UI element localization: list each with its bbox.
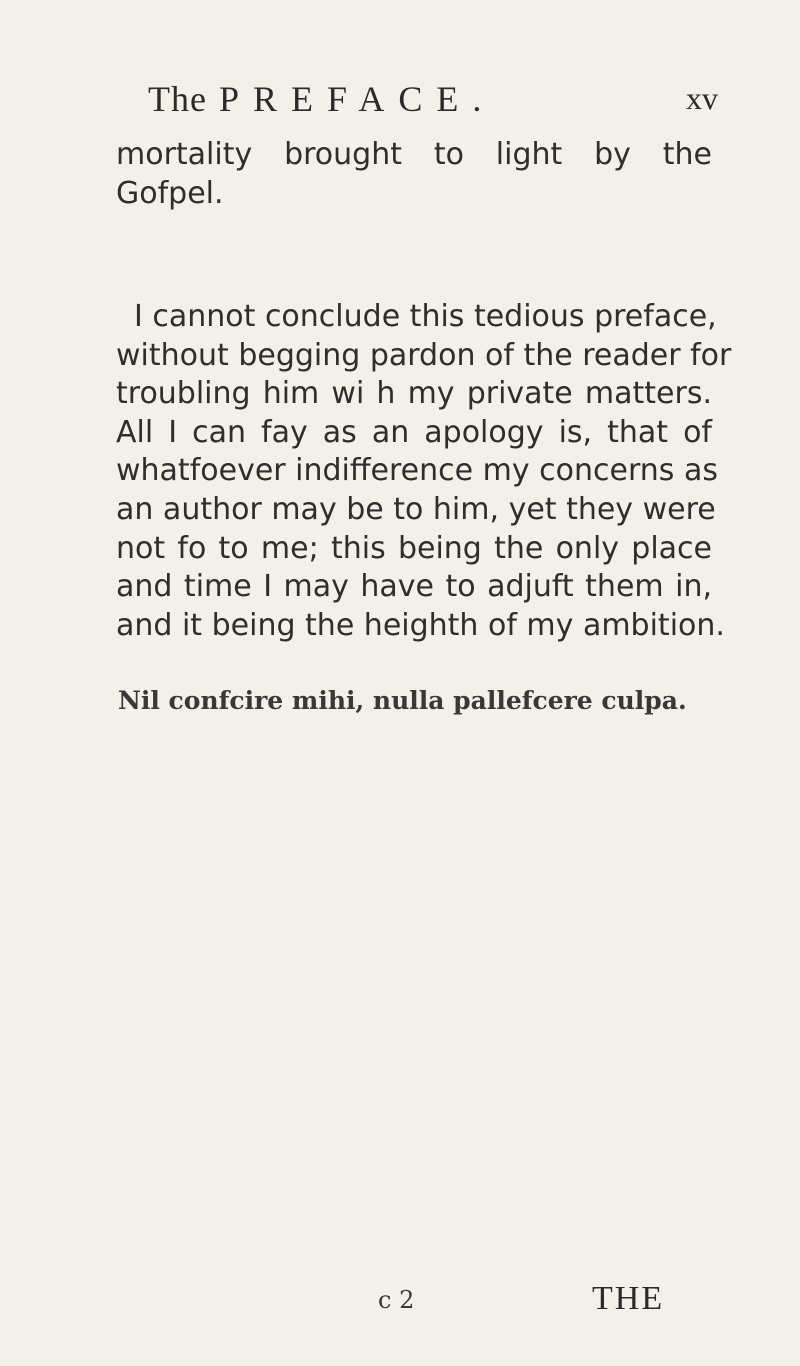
text-line: troubling him wi h my private matters. (116, 376, 712, 412)
paragraph-2 (116, 298, 732, 645)
header-title-word: The (148, 79, 207, 119)
running-header (148, 78, 718, 126)
text-line: and time I may have to adjuft them in, (116, 569, 712, 605)
text-line: All I can fay as an apology is, that of (116, 414, 712, 450)
latin-quote: Nil confcire mihi, nulla pallefcere culpa. (118, 686, 687, 715)
signature-mark: c 2 (378, 1286, 415, 1314)
text-line: not fo to me; this being the only place (116, 530, 712, 566)
text-line: whatfoever indifference my concerns as (116, 453, 718, 489)
text-line: mortality brought to light by the (116, 137, 712, 172)
paragraph-1 (116, 136, 712, 213)
text-line: I cannot conclude this tedious preface, (134, 299, 717, 334)
text-line: without begging pardon of the reader for (116, 337, 732, 373)
text-line: an author may be to him, yet they were (116, 491, 716, 527)
catchword: THE (592, 1280, 665, 1317)
header-title-spaced: PREFACE. (218, 79, 496, 119)
text-line: and it being the heighth of my ambition. (116, 607, 725, 643)
text-line: Gofpel. (116, 175, 224, 211)
header-title (148, 78, 495, 120)
page-number: xv (686, 80, 718, 116)
